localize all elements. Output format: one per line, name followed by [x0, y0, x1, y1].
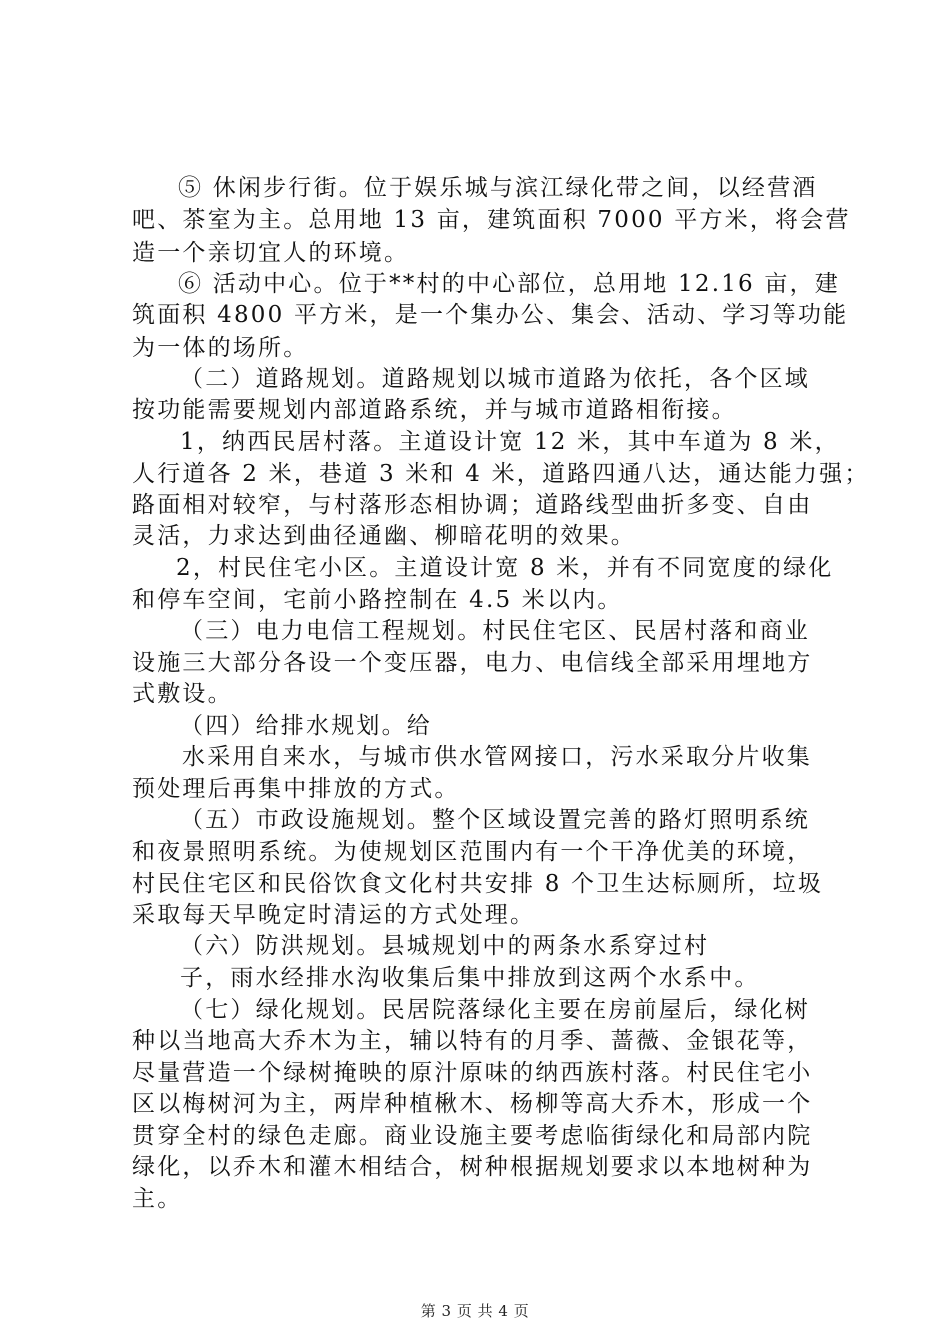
text-line: 种以当地高大乔木为主，辅以特有的月季、蔷薇、金银花等， [132, 1028, 813, 1054]
text-line: 和停车空间，宅前小路控制在 4.5 米以内。 [132, 587, 623, 613]
text-line: 为一体的场所。 [132, 335, 309, 361]
text-line: 人行道各 2 米，巷道 3 米和 4 米，道路四通八达，通达能力强； [132, 461, 870, 487]
text-line: （六）防洪规划。县城规划中的两条水系穿过村 [180, 933, 710, 959]
text-line: 村民住宅区和民俗饮食文化村共安排 8 个卫生达标厕所，垃圾 [132, 871, 824, 897]
text-line: 按功能需要规划内部道路系统，并与城市道路相衔接。 [132, 397, 737, 423]
text-line: （七）绿化规划。民居院落绿化主要在房前屋后，绿化树 [180, 997, 810, 1023]
text-line: 设施三大部分各设一个变压器，电力、电信线全部采用埋地方 [132, 650, 813, 676]
text-line: 吧、茶室为主。总用地 13 亩，建筑面积 7000 平方米，将会营 [132, 207, 851, 233]
text-line: ⑥ 活动中心。位于**村的中心部位，总用地 12.16 亩，建 [178, 271, 840, 297]
text-line: （三）电力电信工程规划。村民住宅区、民居村落和商业 [180, 618, 810, 644]
text-line: 式敷设。 [132, 681, 233, 707]
text-line: （二）道路规划。道路规划以城市道路为依托，各个区域 [180, 366, 810, 392]
text-line: （五）市政设施规划。整个区域设置完善的路灯照明系统 [180, 807, 810, 833]
text-line: 2，村民住宅小区。主道设计宽 8 米，并有不同宽度的绿化 [176, 555, 834, 581]
text-line: 1，纳西民居村落。主道设计宽 12 米，其中车道为 8 米， [180, 429, 840, 455]
text-line: 采取每天早晚定时清运的方式处理。 [132, 902, 536, 928]
text-line: 灵活，力求达到曲径通幽、柳暗花明的效果。 [132, 523, 636, 549]
text-line: 区以梅树河为主，两岸种植楸木、杨柳等高大乔木，形成一个 [132, 1091, 813, 1117]
text-line: 筑面积 4800 平方米，是一个集办公、集会、活动、学习等功能 [132, 302, 849, 328]
text-line: 子，雨水经排水沟收集后集中排放到这两个水系中。 [180, 965, 760, 991]
text-line: 路面相对较窄，与村落形态相协调；道路线型曲折多变、自由 [132, 492, 813, 518]
text-line: 绿化，以乔木和灌木相结合，树种根据规划要求以本地树种为 [132, 1154, 813, 1180]
text-line: 造一个亲切宜人的环境。 [132, 240, 410, 266]
text-line: ⑤ 休闲步行街。位于娱乐城与滨江绿化带之间，以经营酒 [178, 175, 818, 201]
text-line: 贯穿全村的绿色走廊。商业设施主要考虑临街绿化和局部内院 [132, 1123, 813, 1149]
text-line: 尽量营造一个绿树掩映的原汁原味的纳西族村落。村民住宅小 [132, 1060, 813, 1086]
text-line: 主。 [132, 1186, 183, 1212]
page-footer: 第 3 页 共 4 页 [420, 1302, 530, 1320]
text-line: （四）给排水规划。给 [180, 713, 432, 739]
text-line: 水采用自来水，与城市供水管网接口，污水采取分片收集 [182, 744, 812, 770]
text-line: 预处理后再集中排放的方式。 [132, 776, 460, 802]
text-line: 和夜景照明系统。为使规划区范围内有一个干净优美的环境， [132, 839, 813, 865]
